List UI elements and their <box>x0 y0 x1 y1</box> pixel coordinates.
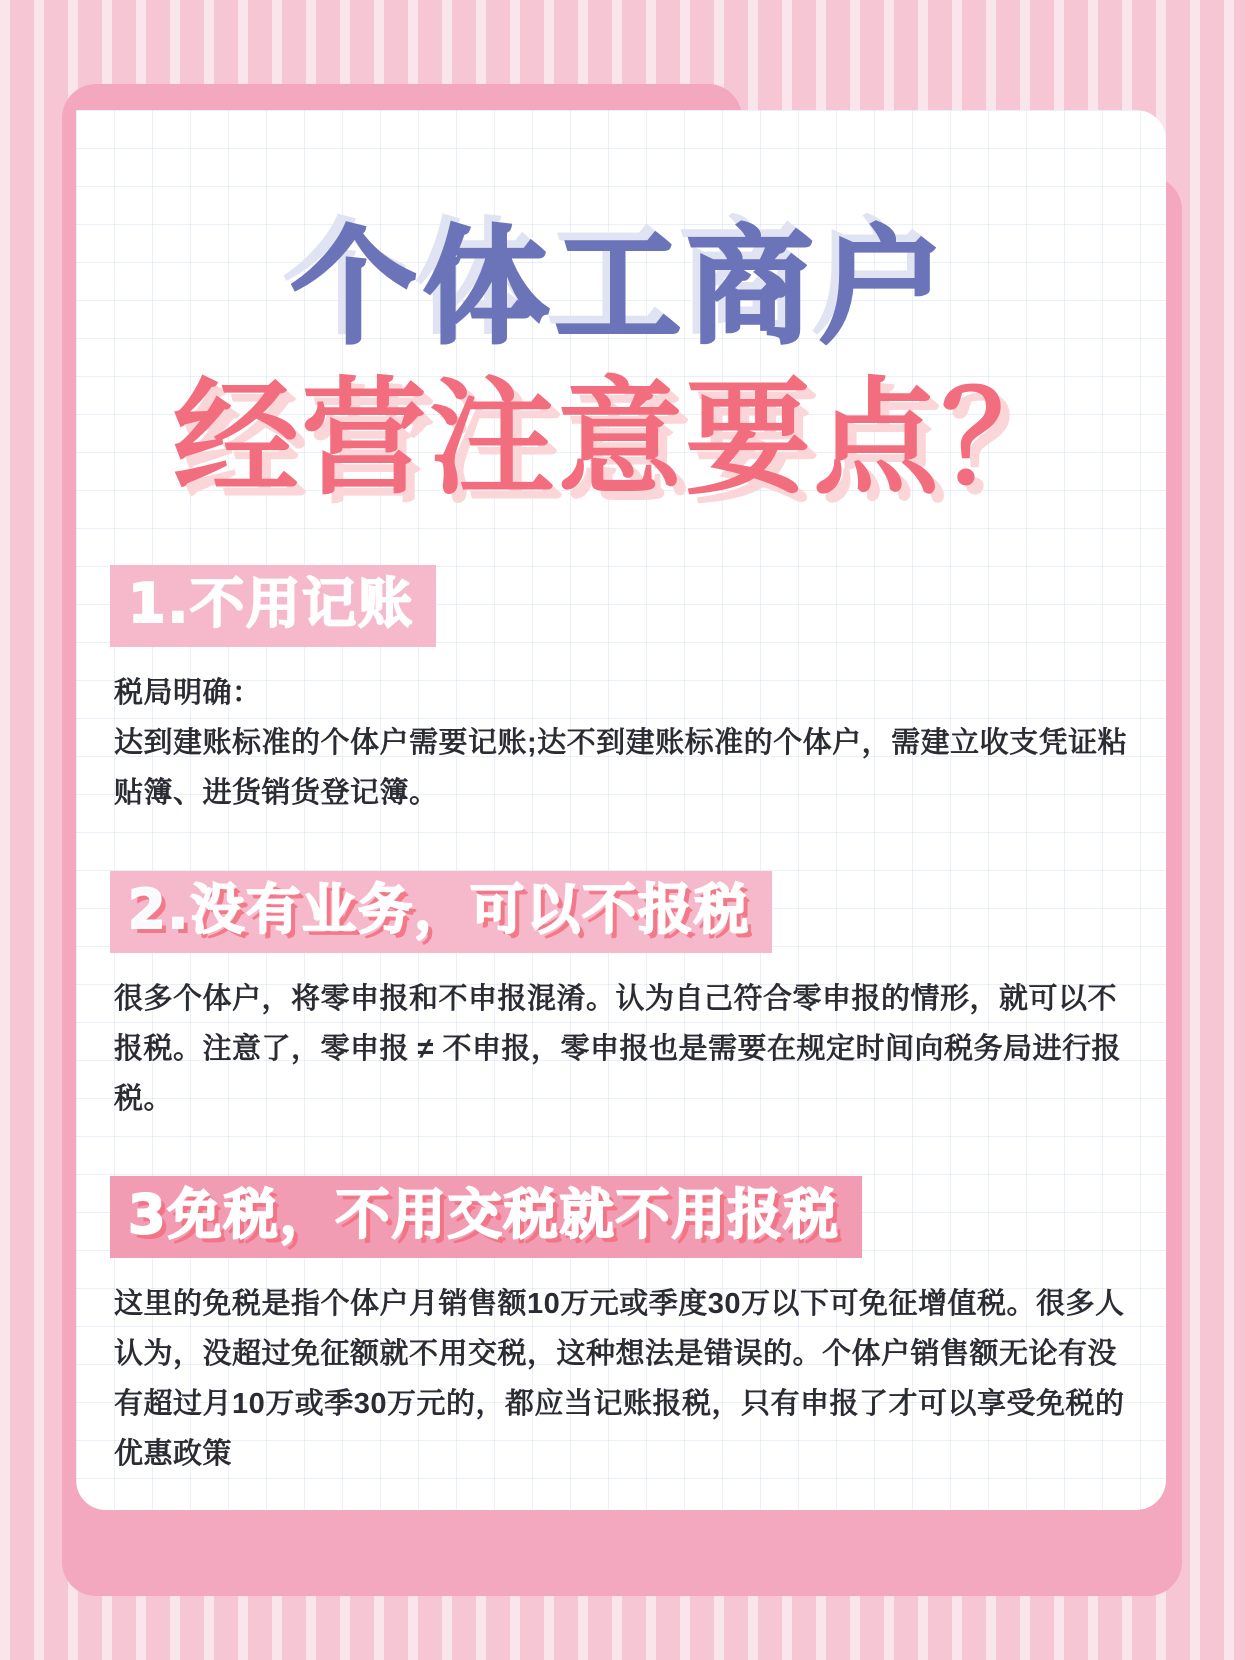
section-3 <box>76 1176 1166 1479</box>
section-1-lead: 税局明确： <box>114 677 262 710</box>
section-3-heading-text: 3免税，不用交税就不用报税 <box>128 1183 840 1247</box>
section-1-text: 达到建账标准的个体户需要记账;达不到建账标准的个体户，需建立收支凭证粘贴簿、进货销货登记簿。 <box>114 727 1128 810</box>
section-3-heading <box>110 1176 862 1258</box>
section-1 <box>76 565 1166 819</box>
section-1-body <box>114 669 1128 819</box>
section-1-heading: 1.不用记账 <box>110 565 436 647</box>
page-title-primary: 个体工商户 <box>291 214 951 361</box>
section-2-body <box>114 975 1128 1125</box>
section-2 <box>76 871 1166 1125</box>
section-2-heading-text: 2.没有业务，可以不报税 <box>128 877 751 941</box>
content-card <box>76 110 1166 1510</box>
section-3-text: 这里的免税是指个体户月销售额10万元或季度30万以下可免征增值税。很多人认为，没超过免征额就不用交税，这种想法是错误的。个体户销售额无论有没有超过月10万或季30万元的，都应当记账报税，只有申报了才可以享受免税的优惠政策 <box>114 1288 1125 1470</box>
spacer-after-title <box>76 509 1166 565</box>
title-block <box>76 214 1166 513</box>
spacer-2 <box>76 1124 1166 1176</box>
page-title-secondary: 经营注意要点？ <box>173 365 1069 513</box>
section-2-heading <box>110 871 772 953</box>
spacer-1 <box>76 819 1166 871</box>
section-2-text: 很多个体户，将零申报和不申报混淆。认为自己符合零申报的情形，就可以不报税。注意了，零申报 ≠ 不申报，零申报也是需要在规定时间向税务局进行报税。 <box>114 982 1122 1115</box>
section-3-body <box>114 1280 1128 1480</box>
